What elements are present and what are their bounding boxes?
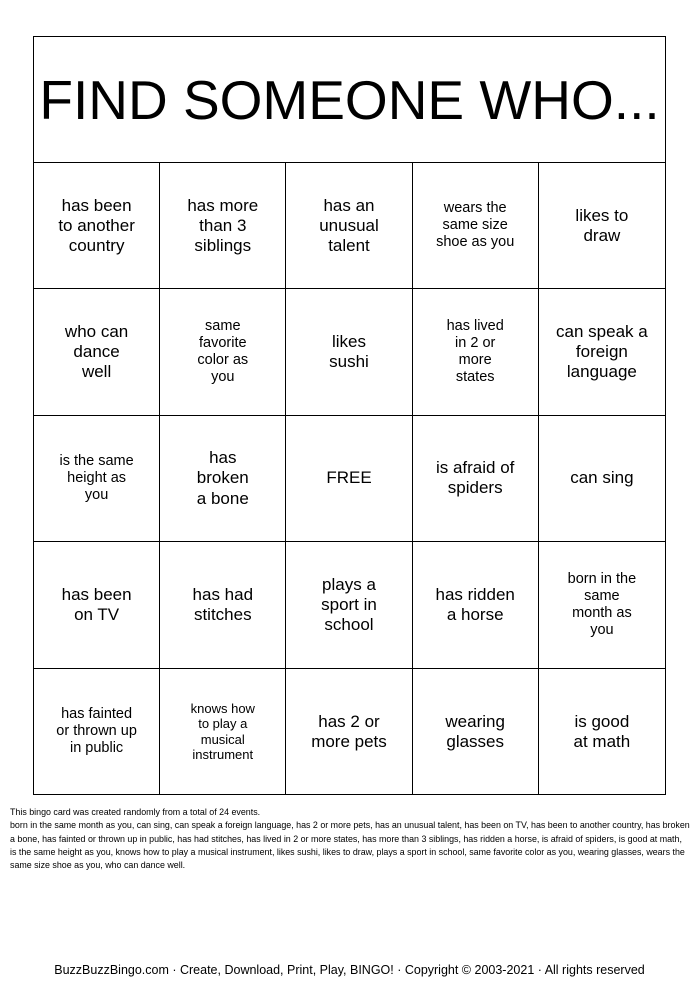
bingo-cell: has fainted or thrown up in public bbox=[34, 669, 160, 795]
bingo-cell: wearing glasses bbox=[413, 669, 539, 795]
bingo-cell: is the same height as you bbox=[34, 416, 160, 542]
bingo-cell: has more than 3 siblings bbox=[160, 163, 286, 289]
bingo-cell: born in the same month as you bbox=[539, 542, 665, 668]
bingo-cell: has ridden a horse bbox=[413, 542, 539, 668]
note-intro: This bingo card was created randomly from a total of 24 events. bbox=[10, 807, 261, 817]
bingo-cell: has an unusual talent bbox=[286, 163, 412, 289]
card-note bbox=[10, 806, 690, 873]
bingo-cell: knows how to play a musical instrument bbox=[160, 669, 286, 795]
bingo-cell: can sing bbox=[539, 416, 665, 542]
bingo-cell: has had stitches bbox=[160, 542, 286, 668]
card-title: FIND SOMEONE WHO... bbox=[34, 37, 665, 163]
bingo-cell: is afraid of spiders bbox=[413, 416, 539, 542]
footer-copyright: BuzzBuzzBingo.com · Create, Download, Print, Play, BINGO! · Copyright © 2003-2021 · All rights reserved bbox=[54, 963, 645, 977]
bingo-cell: has lived in 2 or more states bbox=[413, 289, 539, 415]
bingo-cell: likes to draw bbox=[539, 163, 665, 289]
bingo-cell: can speak a foreign language bbox=[539, 289, 665, 415]
bingo-cell-free: FREE bbox=[286, 416, 412, 542]
bingo-cell: has been on TV bbox=[34, 542, 160, 668]
bingo-cell: likes sushi bbox=[286, 289, 412, 415]
bingo-card bbox=[33, 36, 666, 795]
bingo-cell: has 2 or more pets bbox=[286, 669, 412, 795]
note-events-list: born in the same month as you, can sing, can speak a foreign language, has 2 or more pets, has an unusual talent, has been on TV, has been to another country, has broken a bone, has fainted or thrown up in public, has had stitches, has lived in 2 or more states, has more than 3 siblings, has ridden a horse, is afraid of spiders, is good at math, is the same height as you, knows how to play a musical instrument, likes sushi, likes to draw, plays a sport in school, same favorite color as you, wearing glasses, wears the same size shoe as you, who can dance well. bbox=[10, 820, 690, 871]
bingo-cell: has broken a bone bbox=[160, 416, 286, 542]
bingo-cell: same favorite color as you bbox=[160, 289, 286, 415]
bingo-grid bbox=[34, 163, 665, 795]
bingo-cell: who can dance well bbox=[34, 289, 160, 415]
bingo-cell: has been to another country bbox=[34, 163, 160, 289]
bingo-cell: plays a sport in school bbox=[286, 542, 412, 668]
bingo-cell: is good at math bbox=[573, 711, 631, 751]
bingo-cell: wears the same size shoe as you bbox=[413, 163, 539, 289]
